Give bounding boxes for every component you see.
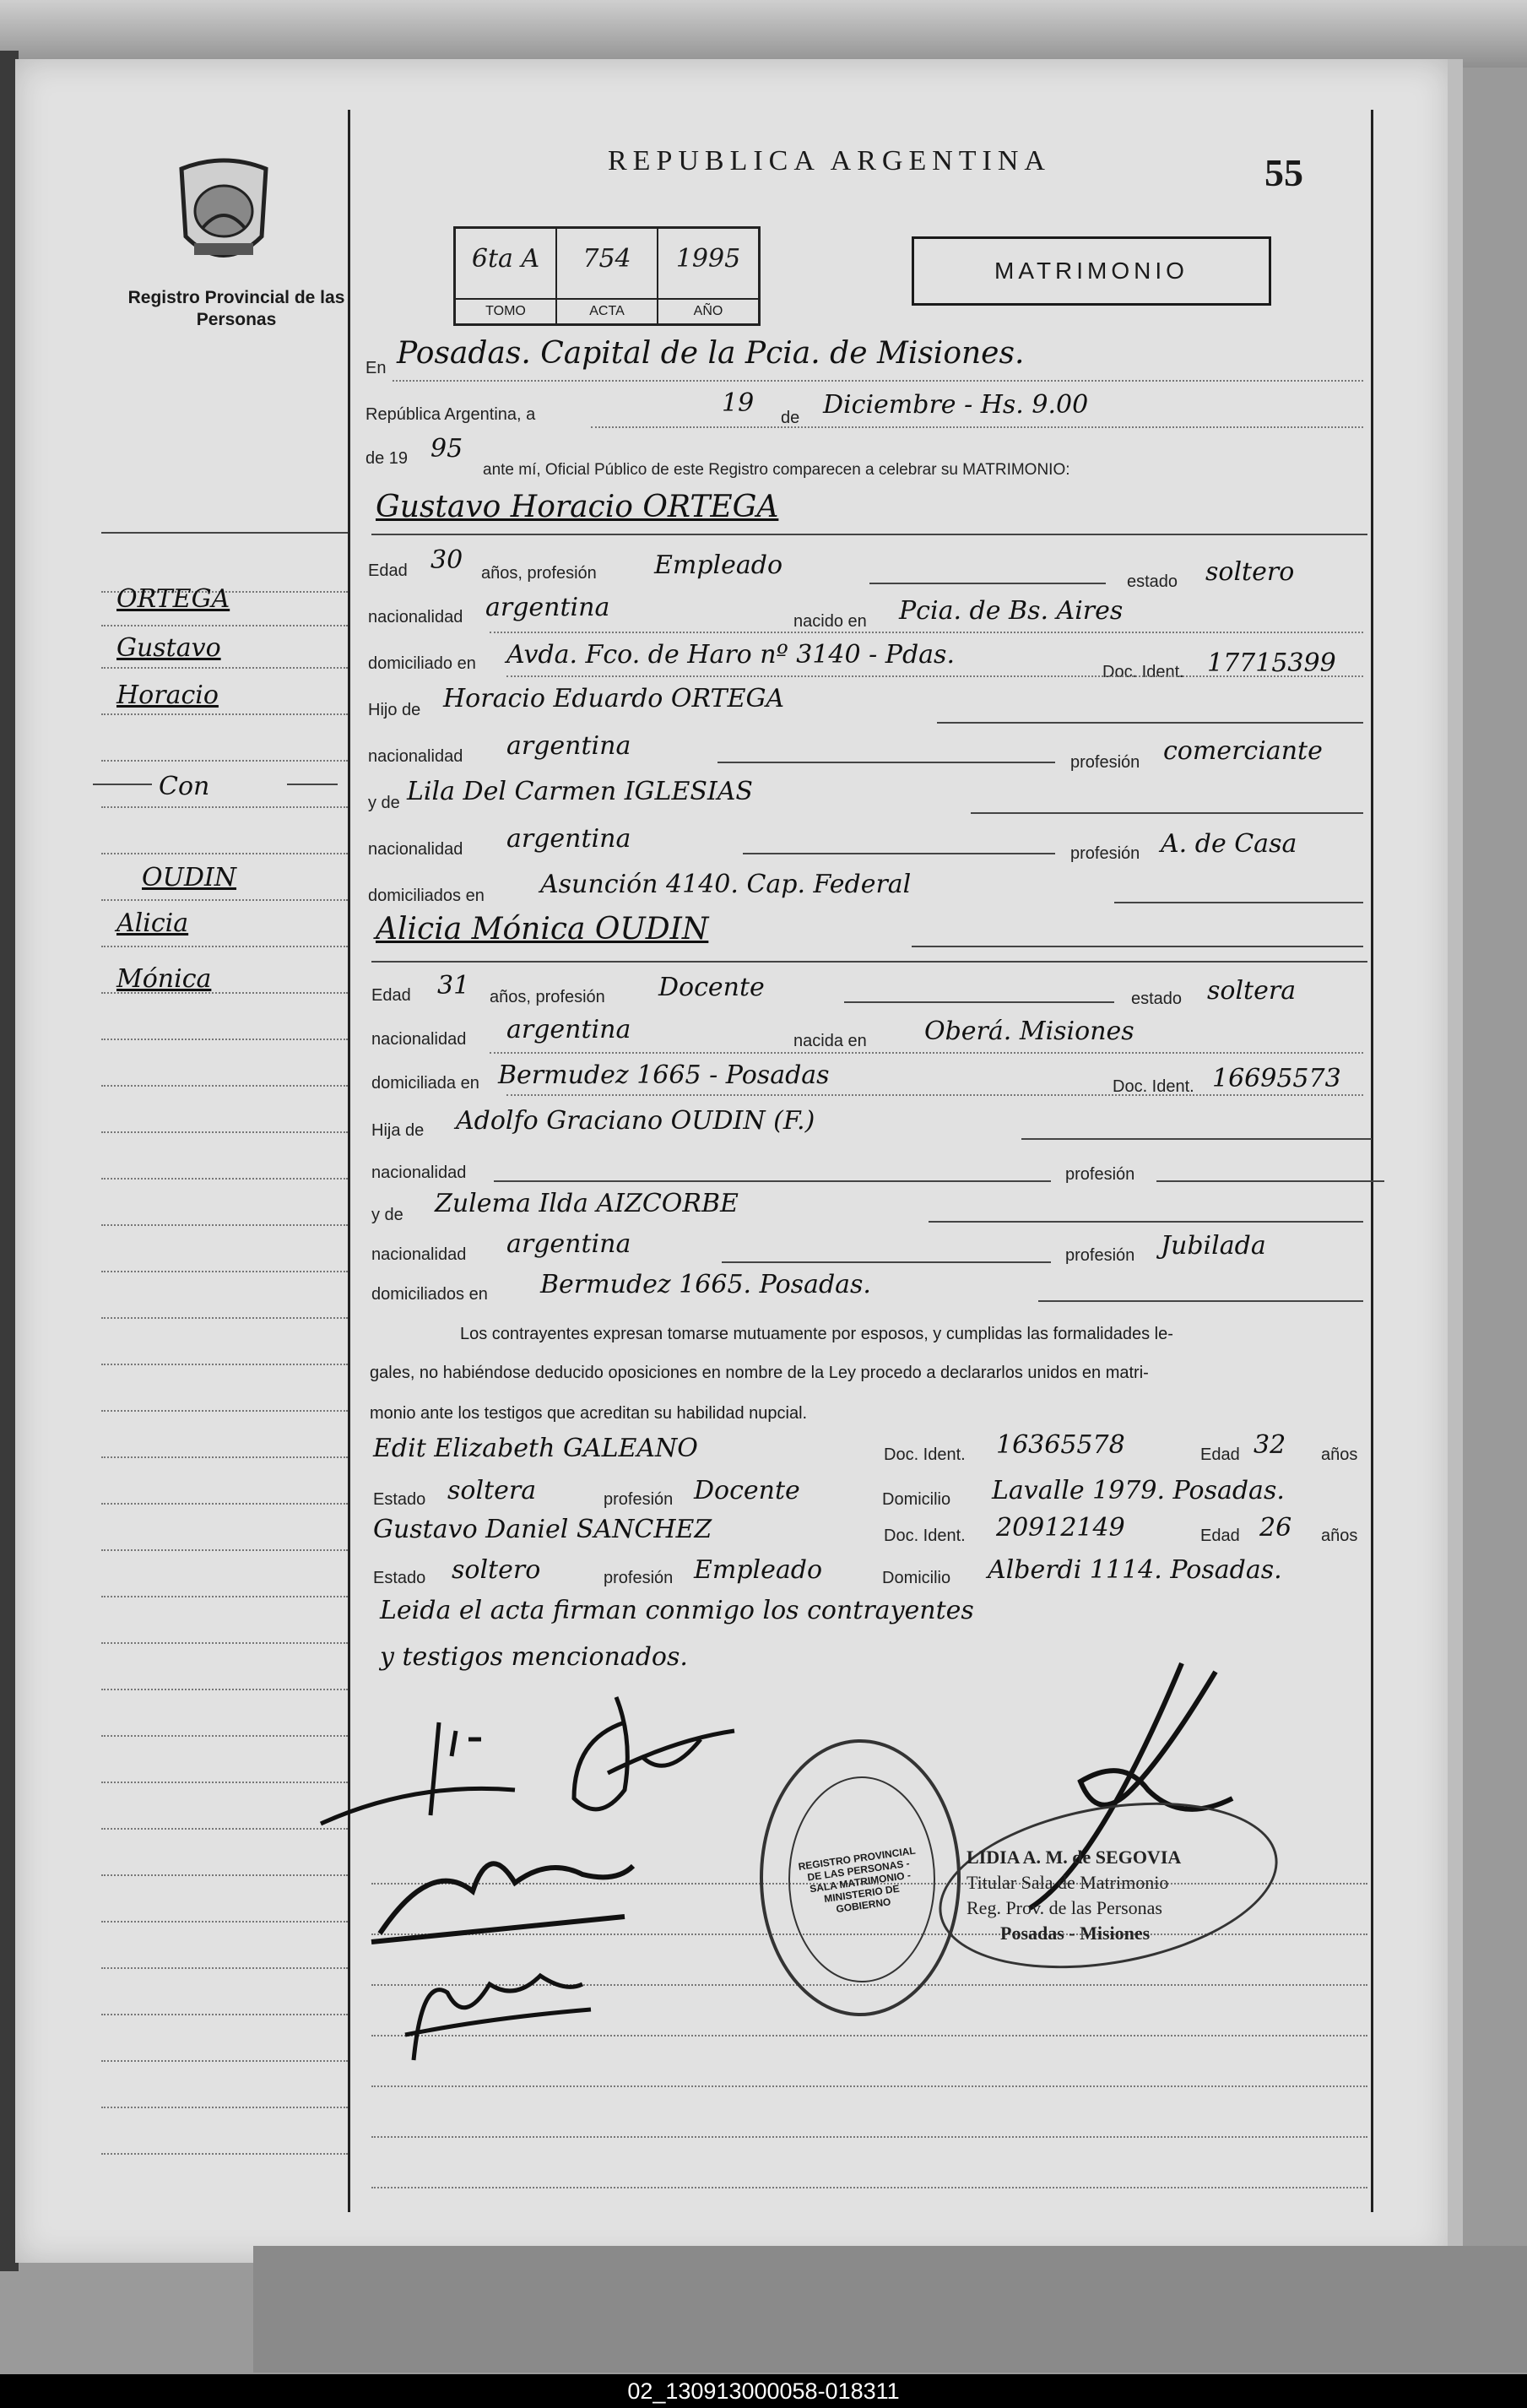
groom-age: 30 [430, 545, 463, 575]
bride-father: Adolfo Graciano OUDIN (F.) [456, 1106, 815, 1136]
groom-line-4 [937, 722, 1363, 724]
officer-stamp-line-4: Posadas - Misiones [1000, 1923, 1151, 1944]
margin-ruling [101, 1085, 348, 1087]
witness2-age: 26 [1259, 1513, 1292, 1543]
groom-father-prof-label: profesión [1070, 753, 1140, 772]
bride-father-prof-label: profesión [1065, 1165, 1135, 1184]
groom-father: Horacio Eduardo ORTEGA [443, 684, 785, 713]
tomo-label: TOMO [456, 298, 555, 323]
margin-note-7: Mónica [116, 964, 212, 994]
ano-cell [658, 229, 758, 323]
witness2-dom-label: Domicilio [882, 1569, 951, 1587]
bride-line-3 [506, 1094, 1363, 1096]
margin-ruling [101, 1921, 348, 1923]
margin-ruling [101, 1131, 348, 1133]
witness1-profession: Docente [694, 1476, 800, 1505]
bride-line-8 [1038, 1300, 1363, 1302]
margin-ruling [101, 2107, 348, 2108]
groom-mother-nationality: argentina [506, 824, 631, 854]
witness1-edad-label: Edad [1200, 1445, 1240, 1464]
place-value: Posadas. Capital de la Pcia. de Misiones. [397, 336, 1025, 371]
groom-mother-nat-label: nacionalidad [368, 840, 463, 859]
groom-edad-label: Edad [368, 561, 408, 580]
acta-value: 754 [582, 244, 631, 274]
margin-ruling [101, 1503, 348, 1505]
signature-witness2 [388, 1942, 608, 2069]
witness2-doc: 20912149 [996, 1513, 1125, 1543]
closing-line-1: Leida el acta firman conmigo los contrayentes [380, 1596, 974, 1625]
margin-ruling [101, 1642, 348, 1644]
bride-parents-dom-label: domiciliados en [371, 1285, 488, 1304]
body-line-3: monio ante los testigos que acreditan su habilidad nupcial. [370, 1404, 808, 1423]
groom-domicilio-label: domiciliado en [368, 654, 476, 673]
document-title: REPUBLICA ARGENTINA [608, 145, 1051, 176]
margin-note-1: ORTEGA [116, 584, 230, 614]
groom-father-nationality: argentina [506, 731, 631, 761]
groom-name-line [371, 534, 1367, 535]
witness2-estado: soltero [452, 1555, 541, 1585]
bride-line-1 [844, 1001, 1114, 1003]
closing-line-2: y testigos mencionados. [380, 1642, 688, 1672]
body-line-1: Los contrayentes expresan tomarse mutuamente por esposos, y cumplidas las formalidades le- [460, 1325, 1173, 1343]
margin-note-5: OUDIN [142, 863, 237, 892]
body-ruling [371, 2187, 1367, 2188]
registry-name: Registro Provincial de las Personas [127, 288, 345, 329]
groom-father-profession: comerciante [1163, 736, 1323, 766]
witness2-anos-label: años [1321, 1527, 1358, 1545]
year-suffix-value: 95 [430, 434, 463, 464]
margin-ruling [101, 760, 348, 762]
witness1-age: 32 [1254, 1430, 1286, 1460]
margin-ruling [101, 1689, 348, 1690]
witness1-doc-label: Doc. Ident. [884, 1445, 966, 1464]
margin-note-6: Alicia [116, 908, 189, 938]
right-rule [1371, 110, 1373, 2212]
margin-ruling [101, 1874, 348, 1876]
margin-ruling [101, 1364, 348, 1365]
signature-groom [312, 1706, 566, 1832]
bride-yde-label: y de [371, 1206, 403, 1224]
signature-witness1 [363, 1824, 642, 1950]
groom-doc-label: Doc. Ident. [1102, 663, 1184, 681]
acta-cell [557, 229, 658, 323]
signature-bride [557, 1689, 760, 1832]
margin-ruling [101, 1782, 348, 1783]
witness2-prof-label: profesión [604, 1569, 674, 1587]
margin-ruling [101, 806, 348, 808]
witness1-estado: soltera [447, 1476, 537, 1505]
bride-line-6 [929, 1221, 1363, 1223]
groom-estado-label: estado [1127, 572, 1178, 591]
groom-birthplace: Pcia. de Bs. Aires [899, 596, 1124, 626]
official-seal [760, 1739, 961, 2016]
witness1-dom-label: Domicilio [882, 1490, 951, 1509]
groom-line-3 [506, 675, 1363, 677]
bride-name: Alicia Mónica OUDIN [376, 912, 709, 946]
margin-ruling [101, 667, 348, 669]
margin-ruling [101, 2014, 348, 2015]
groom-line-1 [869, 583, 1106, 584]
bride-name-line [912, 946, 1363, 947]
book-top [0, 0, 1527, 68]
folio-number: 55 [1264, 151, 1303, 194]
year-prefix-label: de 19 [366, 449, 409, 468]
groom-line-2 [490, 632, 1363, 633]
bride-line-5a [494, 1180, 1051, 1182]
officer-stamp-line-1: LIDIA A. M. de SEGOVIA [967, 1847, 1182, 1868]
bride-mother-prof-label: profesión [1065, 1246, 1135, 1265]
groom-doc: 17715399 [1207, 648, 1336, 678]
coat-of-arms-icon [169, 152, 279, 279]
ano-label: AÑO [658, 298, 758, 323]
officer-stamp-line-2: Titular Sala de Matrimonio [967, 1872, 1169, 1893]
bride-domicilio-label: domiciliada en [371, 1074, 479, 1093]
groom-mother: Lila Del Carmen IGLESIAS [407, 777, 753, 806]
margin-ruling [101, 1828, 348, 1830]
margin-ruling [101, 625, 348, 626]
groom-mother-profession: A. de Casa [1161, 829, 1297, 859]
groom-line-6 [971, 812, 1363, 814]
groom-yde-label: y de [368, 794, 400, 812]
groom-name: Gustavo Horacio ORTEGA [376, 490, 779, 524]
officer-stamp [967, 1845, 1181, 1946]
body-ruling [371, 2136, 1367, 2138]
bride-estado: soltera [1207, 976, 1297, 1006]
margin-ruling [101, 946, 348, 947]
bride-line-5b [1156, 1180, 1384, 1182]
witness1-estado-label: Estado [373, 1490, 426, 1509]
book-bottom [253, 2246, 1527, 2373]
groom-line-7 [743, 853, 1055, 854]
bride-doc-label: Doc. Ident. [1113, 1077, 1194, 1096]
margin-ruling [101, 1596, 348, 1597]
bride-parents-address: Bermudez 1665. Posadas. [540, 1270, 871, 1299]
groom-nacido-label: nacido en [793, 612, 867, 631]
witness2-profession: Empleado [694, 1555, 823, 1585]
witness2-name: Gustavo Daniel SANCHEZ [373, 1515, 712, 1544]
bride-nacida-label: nacida en [793, 1032, 867, 1050]
witness1-name: Edit Elizabeth GALEANO [373, 1434, 698, 1463]
margin-divider [101, 532, 348, 534]
margin-ruling [101, 1735, 348, 1737]
date-line [591, 426, 1363, 428]
margin-ruling [101, 1224, 348, 1226]
acta-label: ACTA [557, 298, 657, 323]
left-rule [348, 110, 350, 2212]
bride-edad-label: Edad [371, 986, 411, 1005]
bride-mother-nationality: argentina [506, 1229, 631, 1259]
margin-note-4: Con [159, 772, 210, 801]
page-edge [1448, 59, 1463, 2254]
witness2-doc-label: Doc. Ident. [884, 1527, 966, 1545]
bride-birthplace: Oberá. Misiones [924, 1017, 1134, 1046]
bride-estado-label: estado [1131, 990, 1183, 1008]
republica-label: República Argentina, a [366, 405, 536, 424]
groom-parents-address: Asunción 4140. Cap. Federal [540, 870, 912, 899]
day-value: 19 [722, 388, 755, 418]
groom-line-5 [717, 762, 1055, 763]
image-caption: 02_130913000058-018311 [0, 2374, 1527, 2408]
bride-nationality: argentina [506, 1015, 631, 1044]
bride-line-4 [1021, 1138, 1372, 1140]
witness2-address: Alberdi 1114. Posadas. [988, 1555, 1282, 1585]
ano-value: 1995 [675, 244, 741, 274]
margin-ruling [101, 1317, 348, 1319]
witness1-doc: 16365578 [996, 1430, 1125, 1460]
month-time-value: Diciembre - Hs. 9.00 [823, 390, 1089, 420]
margin-ruling [101, 1271, 348, 1272]
bride-doc: 16695573 [1212, 1064, 1341, 1093]
margin-con-dash-right [287, 784, 338, 785]
margin-ruling [101, 1456, 348, 1458]
registry-table [453, 226, 761, 326]
bride-father-nat-label: nacionalidad [371, 1163, 467, 1182]
margin-ruling [101, 2153, 348, 2155]
margin-ruling [101, 853, 348, 854]
groom-profesion-label: años, profesión [481, 564, 597, 583]
bride-line-2 [490, 1052, 1363, 1054]
bride-mother-profession: Jubilada [1161, 1231, 1266, 1261]
witness2-estado-label: Estado [373, 1569, 426, 1587]
margin-ruling [101, 1410, 348, 1412]
statement-text: ante mí, Oficial Público de este Registro comparecen a celebrar su MATRIMONIO: [483, 461, 1070, 479]
groom-nationality: argentina [485, 593, 610, 622]
seal-text: REGISTRO PROVINCIAL DE LAS PERSONAS - SALA MATRIMONIO - MINISTERIO DE GOBIERNO [797, 1844, 917, 1916]
de-label: de [781, 409, 800, 427]
margin-ruling [101, 1178, 348, 1180]
groom-estado: soltero [1205, 557, 1295, 587]
margin-ruling [101, 1549, 348, 1551]
bride-profesion-label: años, profesión [490, 988, 605, 1006]
body-ruling [371, 2085, 1367, 2087]
witness1-prof-label: profesión [604, 1490, 674, 1509]
bride-line-7 [722, 1261, 1051, 1263]
bride-mother-nat-label: nacionalidad [371, 1245, 467, 1264]
officer-stamp-line-3: Reg. Prov. de las Personas [967, 1897, 1162, 1918]
tomo-cell [456, 229, 557, 323]
groom-father-nat-label: nacionalidad [368, 747, 463, 766]
place-line [393, 380, 1363, 382]
margin-note-3: Horacio [116, 681, 219, 710]
bride-profession: Docente [658, 973, 765, 1002]
groom-parents-dom-label: domiciliados en [368, 887, 485, 905]
groom-nacionalidad-label: nacionalidad [368, 608, 463, 626]
bride-nacionalidad-label: nacionalidad [371, 1030, 467, 1049]
groom-mother-prof-label: profesión [1070, 844, 1140, 863]
groom-address: Avda. Fco. de Haro nº 3140 - Pdas. [506, 640, 955, 670]
witness1-anos-label: años [1321, 1445, 1358, 1464]
margin-ruling [101, 2060, 348, 2062]
margin-ruling [101, 713, 348, 715]
witness2-edad-label: Edad [1200, 1527, 1240, 1545]
act-type-box: MATRIMONIO [912, 236, 1271, 306]
groom-profession: Empleado [654, 550, 783, 580]
bride-hija-label: Hija de [371, 1121, 425, 1140]
margin-note-2: Gustavo [116, 633, 221, 663]
witness1-address: Lavalle 1979. Posadas. [992, 1476, 1285, 1505]
margin-con-dash-left [93, 784, 152, 785]
groom-hijo-label: Hijo de [368, 701, 421, 719]
en-label: En [366, 359, 387, 377]
bride-divider [371, 961, 1367, 963]
tomo-value: 6ta A [471, 244, 540, 274]
margin-ruling [101, 1967, 348, 1969]
groom-line-8 [1114, 902, 1363, 903]
bride-mother: Zulema Ilda AIZCORBE [435, 1189, 739, 1218]
margin-ruling [101, 1039, 348, 1040]
bride-age: 31 [437, 971, 470, 1001]
margin-ruling [101, 899, 348, 901]
bride-address: Bermudez 1665 - Posadas [498, 1060, 830, 1090]
body-line-2: gales, no habiéndose deducido oposiciones en nombre de la Ley procedo a declararlos unidos en matri- [370, 1364, 1149, 1382]
